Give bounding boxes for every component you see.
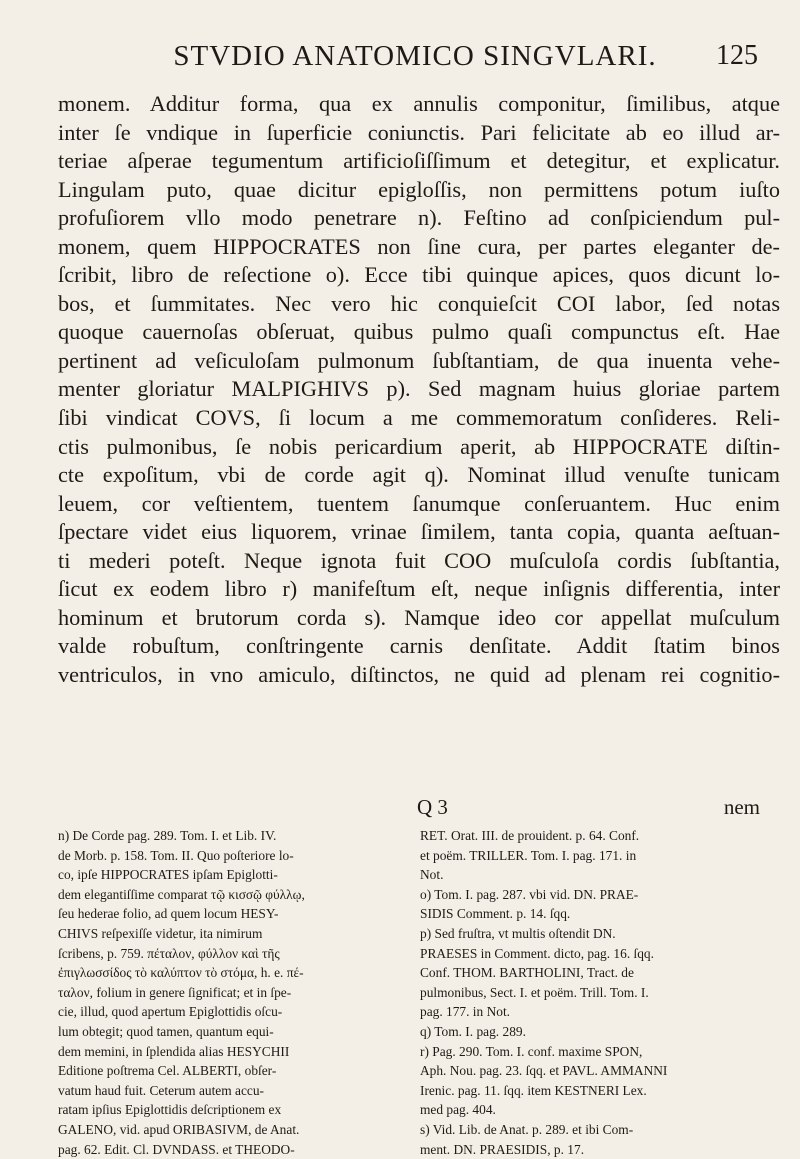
footnote-line: ſcribens, p. 759. πέταλον, φύλλον καὶ τῆς [58,944,403,964]
signature-mark: Q 3 [417,795,448,820]
text-line: leuem, cor veſtientem, tuentem ſanumque conſeruantem. Huc enim [58,490,780,519]
footnotes-left-column [58,826,403,1159]
footnote-line: ἐπιγλωσσίδος τὸ καλύπτον τὸ στόμα, h. e. πέ- [58,963,403,983]
text-line: profuſiorem vllo modo penetrare n). Feſtino ad conſpiciendum pul- [58,204,780,233]
footnote-line: vatum haud fuit. Ceterum autem accu- [58,1081,403,1101]
footnote-line: pag. 62. Edit. Cl. DVNDASS. et THEODO- [58,1140,403,1159]
text-line: ctis pulmonibus, ſe nobis pericardium aperit, ab HIPPOCRATE diſtin- [58,433,780,462]
text-line: quoque cauernoſas obſeruat, quibus pulmo quaſi compunctus eſt. Hae [58,318,780,347]
main-text [58,90,780,689]
text-line: bos, et ſummitates. Nec vero hic conquieſcit COI labor, ſed notas [58,290,780,319]
footnote-line: ταλον, folium in genere ſignificat; et in ſpe- [58,983,403,1003]
footnote-line: GALENO, vid. apud ORIBASIVM, de Anat. [58,1120,403,1140]
footnote-line: Not. [420,865,770,885]
footnote-line: SIDIS Comment. p. 14. ſqq. [420,904,770,924]
footnote-line: ment. DN. PRAESIDIS, p. 17. [420,1140,770,1159]
text-line: pertinent ad veſiculoſam pulmonum ſubſtantiam, de qua inuenta vehe- [58,347,780,376]
text-line: teriae aſperae tegumentum artificioſiſſimum et detegitur, et explicatur. [58,147,780,176]
text-line: valde robuſtum, conſtringente carnis denſitate. Addit ſtatim binos [58,632,780,661]
text-line: ſibi vindicat COVS, ſi locum a me commemoratum conſideres. Reli- [58,404,780,433]
footnote-line: pulmonibus, Sect. I. et poëm. Trill. Tom. I. [420,983,770,1003]
footnote-line: RET. Orat. III. de prouident. p. 64. Conf. [420,826,770,846]
page-header [90,40,758,80]
text-line: inter ſe vndique in ſuperficie coniunctis. Pari felicitate ab eo illud ar- [58,119,780,148]
footnote-line: Editione poſtrema Cel. ALBERTI, obſer- [58,1061,403,1081]
text-line: hominum et brutorum corda s). Namque ideo cor appellat muſculum [58,604,780,633]
footnote-line: ſeu hederae folio, ad quem locum HESY- [58,904,403,924]
footnote-line: CHIVS reſpexiſſe videtur, ita nimirum [58,924,403,944]
running-title: STVDIO ANATOMICO SINGVLARI. [90,40,740,73]
text-line: ti mederi poteſt. Neque ignota fuit COO muſculoſa cordis ſubſtantia, [58,547,780,576]
footnote-line: p) Sed fruſtra, vt multis oſtendit DN. [420,924,770,944]
footnote-line: r) Pag. 290. Tom. I. conf. maxime SPON, [420,1042,770,1062]
footnote-line: o) Tom. I. pag. 287. vbi vid. DN. PRAE- [420,885,770,905]
text-line: menter gloriatur MALPIGHIVS p). Sed magnam huius gloriae partem [58,375,780,404]
footnote-line: cie, illud, quod apertum Epiglottidis oſcu- [58,1002,403,1022]
footnote-line: co, ipſe HIPPOCRATES ipſam Epiglotti- [58,865,403,885]
text-line: monem. Additur forma, qua ex annulis componitur, ſimilibus, atque [58,90,780,119]
footnote-line: Irenic. pag. 11. ſqq. item KESTNERI Lex. [420,1081,770,1101]
footnote-line: dem memini, in ſplendida alias HESYCHII [58,1042,403,1062]
footnote-line: PRAESES in Comment. dicto, pag. 16. ſqq. [420,944,770,964]
footnote-line: Conf. THOM. BARTHOLINI, Tract. de [420,963,770,983]
text-line: ventriculos, in vno amiculo, diſtinctos, ne quid ad plenam rei cognitio- [58,661,780,690]
footnotes-right-column [420,826,770,1159]
text-line: ſicut ex eodem libro r) manifeſtum eſt, neque inſignis differentia, inter [58,575,780,604]
footnote-line: Aph. Nou. pag. 23. ſqq. et PAVL. AMMANNI [420,1061,770,1081]
footnote-line: de Morb. p. 158. Tom. II. Quo poſteriore lo- [58,846,403,866]
footnote-line: et poëm. TRILLER. Tom. I. pag. 171. in [420,846,770,866]
text-line: Lingulam puto, quae dicitur epigloſſis, non permittens potum iuſto [58,176,780,205]
footnote-line: dem elegantiſſime comparat τῷ κισσῷ φύλλῳ, [58,885,403,905]
footnote-line: s) Vid. Lib. de Anat. p. 289. et ibi Com- [420,1120,770,1140]
footnote-line: q) Tom. I. pag. 289. [420,1022,770,1042]
page-number: 125 [716,40,758,72]
footnote-line: lum obtegit; quod tamen, quantum equi- [58,1022,403,1042]
footnote-line: n) De Corde pag. 289. Tom. I. et Lib. IV. [58,826,403,846]
catchword-line [0,795,800,821]
footnote-line: pag. 177. in Not. [420,1002,770,1022]
footnote-line: med pag. 404. [420,1100,770,1120]
text-line: ſpectare videt eius liquorem, vrinae ſimilem, tanta copia, quanta aeſtuan- [58,518,780,547]
text-line: cte expoſitum, vbi de corde agit q). Nominat illud venuſte tunicam [58,461,780,490]
text-line: ſcribit, libro de reſectione o). Ecce tibi quinque apices, quos dicunt lo- [58,261,780,290]
text-line: monem, quem HIPPOCRATES non ſine cura, per partes eleganter de- [58,233,780,262]
catchword: nem [724,795,760,820]
footnote-line: ratam ipſius Epiglottidis deſcriptionem ex [58,1100,403,1120]
